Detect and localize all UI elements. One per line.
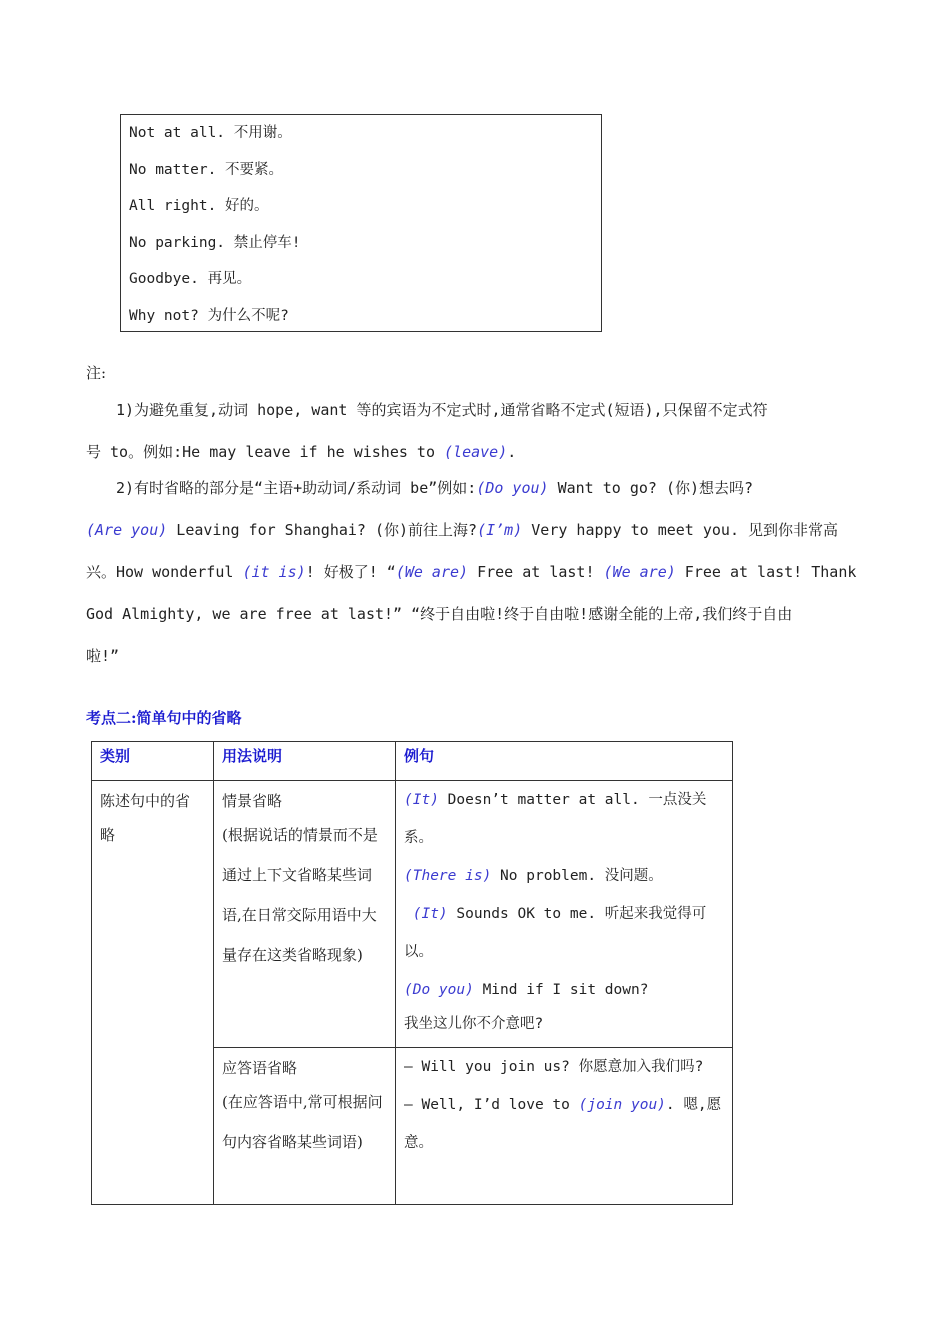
example bbox=[404, 971, 724, 1009]
note-p2-line5 bbox=[86, 635, 866, 677]
usage-title: 应答语省略 bbox=[222, 1059, 298, 1077]
omitted-words: (We are) bbox=[603, 563, 676, 581]
note-p2-line3 bbox=[86, 551, 866, 593]
text: — Well, I’d love to bbox=[404, 1097, 579, 1113]
phrase-line: All right. 好的。 bbox=[129, 198, 269, 214]
ellipsis-table bbox=[91, 741, 733, 1205]
text: 号 to。例如:He may leave if he wishes to bbox=[86, 443, 445, 461]
text: . bbox=[507, 443, 517, 461]
note-label-text: 注: bbox=[86, 364, 107, 382]
usage-desc: (根据说话的情景而不是通过上下文省略某些词语,在日常交际用语中大量存在这类省略现象) bbox=[222, 826, 378, 964]
text: Mind if I sit down? bbox=[473, 982, 649, 998]
omitted-words: (Do you) bbox=[404, 982, 474, 998]
phrase-line: No parking. 禁止停车! bbox=[129, 234, 301, 251]
example: — Will you join us? 你愿意加入我们吗? bbox=[404, 1059, 704, 1075]
note-p1-line1 bbox=[116, 389, 896, 431]
omitted-words: (We are) bbox=[395, 563, 469, 581]
phrase-line: Why not? 为什么不呢? bbox=[129, 307, 289, 324]
note-p2-line1 bbox=[116, 467, 896, 509]
text: Free at last! Thank bbox=[675, 563, 857, 581]
omitted-words: (join you) bbox=[578, 1097, 666, 1113]
note-p2-line2 bbox=[86, 509, 866, 551]
header-usage: 用法说明 bbox=[214, 742, 396, 781]
text: 啦!” bbox=[86, 647, 120, 665]
text: 2)有时省略的部分是“主语+助动词/系动词 be”例如: bbox=[116, 479, 477, 497]
header-category: 类别 bbox=[92, 742, 214, 781]
text: God Almighty, we are free at last!” “终于自由啦!终于自由啦!感谢全能的上帝,我们终于自由 bbox=[86, 605, 793, 623]
header-example: 例句 bbox=[396, 742, 733, 781]
phrase-line: No matter. 不要紧。 bbox=[129, 161, 284, 178]
omitted-words: (Do you) bbox=[476, 479, 549, 497]
text: Free at last! bbox=[468, 563, 604, 581]
text: Doesn’t matter at all. 一点没关系。 bbox=[404, 792, 707, 846]
example bbox=[404, 895, 724, 971]
section-heading: 考点二:简单句中的省略 bbox=[86, 709, 242, 727]
note-p2-line4 bbox=[86, 593, 866, 635]
example bbox=[404, 1086, 724, 1162]
usage-cell bbox=[214, 1048, 396, 1205]
text: Leaving for Shanghai? (你)前往上海? bbox=[167, 521, 478, 539]
example bbox=[404, 781, 724, 857]
example-cell bbox=[396, 1048, 733, 1205]
table-header-row bbox=[92, 742, 733, 781]
omitted-words: (It) bbox=[404, 792, 439, 808]
omitted-words: (I’m) bbox=[477, 521, 523, 539]
omitted-words: (Are you) bbox=[86, 521, 168, 539]
text: Sounds OK to me. 听起来我觉得可以。 bbox=[404, 906, 707, 960]
text: . 嗯,愿意。 bbox=[404, 1097, 722, 1151]
category-text: 略 bbox=[100, 826, 116, 844]
example bbox=[404, 857, 724, 895]
omitted-words: (it is) bbox=[242, 563, 306, 581]
example-cell bbox=[396, 781, 733, 1048]
phrase-line: Goodbye. 再见。 bbox=[129, 271, 252, 287]
text: ! 好极了! “ bbox=[305, 563, 396, 581]
usage-title: 情景省略 bbox=[222, 792, 283, 810]
phrase-box bbox=[120, 114, 602, 332]
text: Want to go? (你)想去吗? bbox=[548, 479, 754, 497]
usage-desc: (在应答语中,常可根据问句内容省略某些词语) bbox=[222, 1093, 383, 1151]
text: 1)为避免重复,动词 hope, want 等的宾语为不定式时,通常省略不定式(短语),只保留不定式符 bbox=[116, 401, 768, 419]
text: Very happy to meet you. 见到你非常高 bbox=[522, 521, 839, 539]
table-row bbox=[92, 781, 733, 1048]
phrase-line: Not at all. 不用谢。 bbox=[129, 125, 292, 141]
text: 兴。How wonderful bbox=[86, 563, 243, 581]
usage-cell bbox=[214, 781, 396, 1048]
omitted-words: (It) bbox=[412, 906, 448, 922]
omitted-words: (There is) bbox=[404, 868, 492, 884]
example-translation: 我坐这儿你不介意吧? bbox=[404, 1016, 544, 1032]
text: No problem. 没问题。 bbox=[491, 868, 663, 884]
category-text: 陈述句中的省 bbox=[100, 792, 191, 810]
omitted-words: (leave) bbox=[444, 443, 508, 461]
note-label bbox=[86, 352, 866, 394]
category-cell bbox=[92, 781, 214, 1205]
